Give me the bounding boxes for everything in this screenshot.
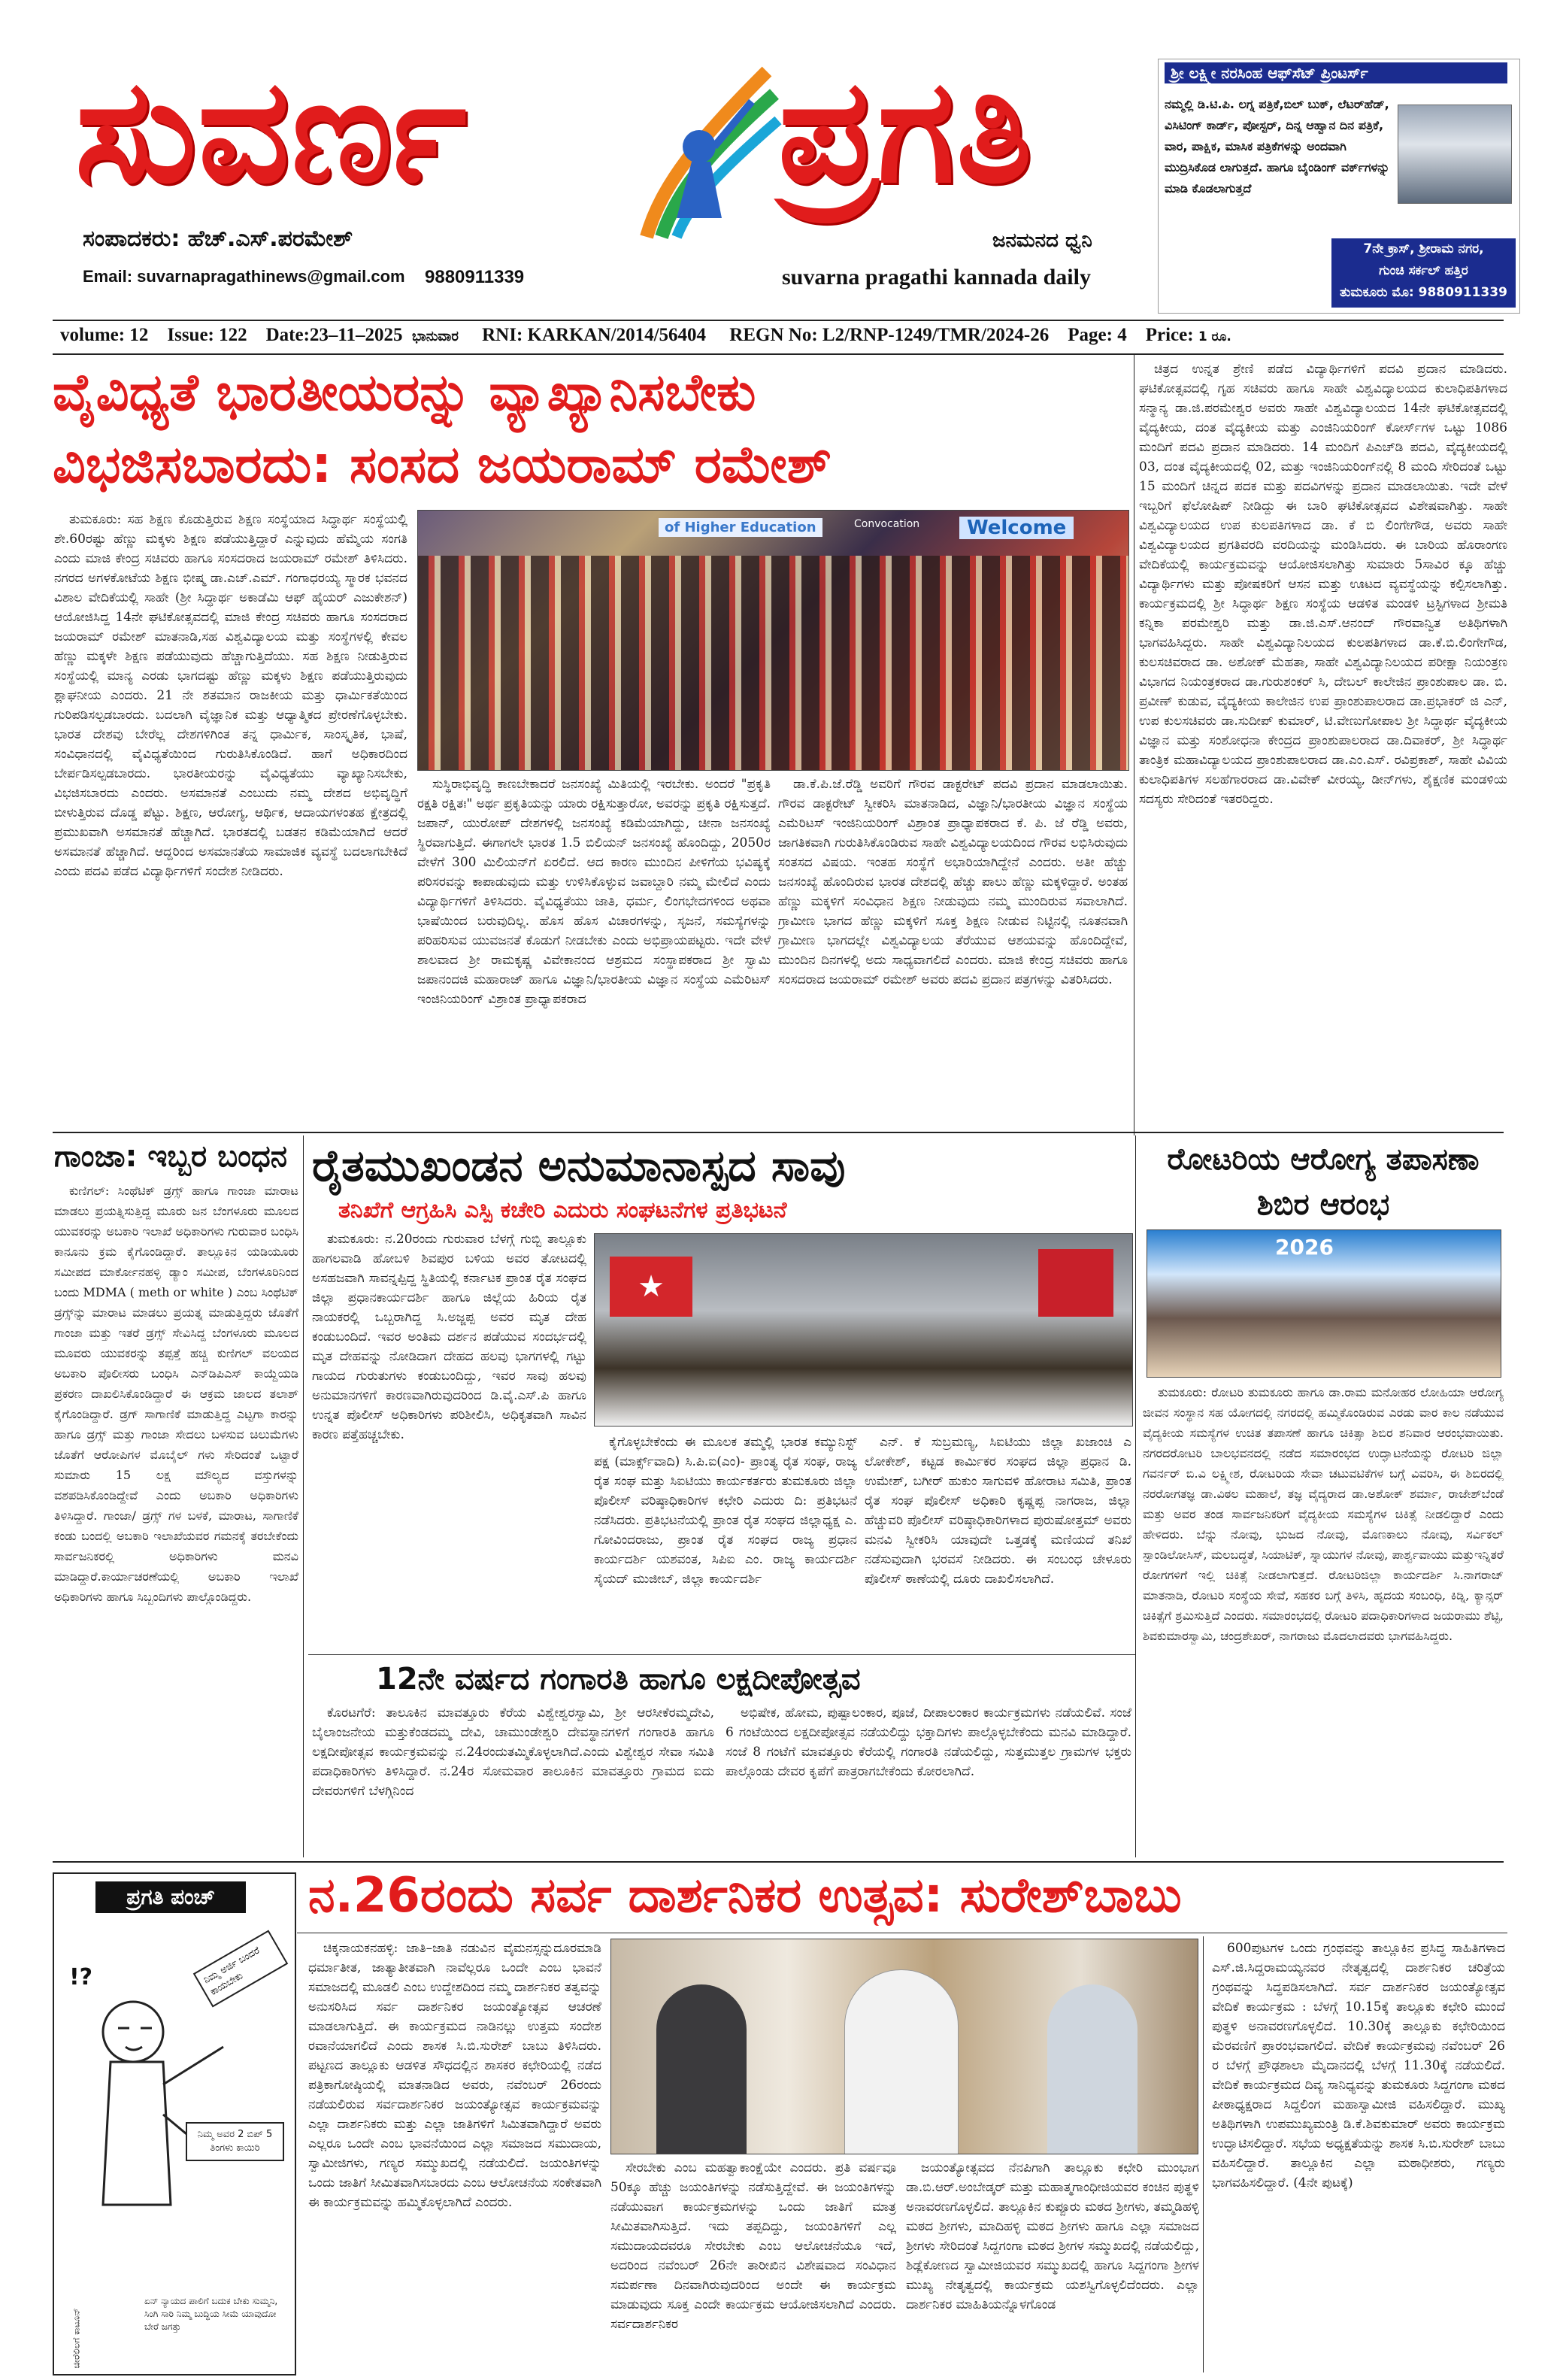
lead-col-1-text: ತುಮಕೂರು: ಸಹ ಶಿಕ್ಷಣ ಕೊಡುತ್ತಿರುವ ಶಿಕ್ಷಣ ಸಂಸ್ಥೆಯಾದ ಸಿದ್ಧಾರ್ಥ ಸಂಸ್ಥೆಯಲ್ಲಿ ಶೇ.60ರಷ್ಟು ಹೆಣ್ಣು ಮಕ್ಕಳು ಶಿಕ್ಷಣ ಪಡೆಯುತ್ತಿದ್ದಾರೆ ಎನ್ನುವುದು ಹೆಮ್ಮೆಯ ಸಂಗತಿ ಎಂದು ಮಾಜಿ ಕೇಂದ್ರ ಸಚಿವರು ಹಾಗೂ ಸಂಸದರಾದ ಜಯರಾಮ್ ರಮೇಶ್ ತಿಳಿಸಿದರು. ನಗರದ ಅಗಳಕೋಟೆಯ ಶಿಕ್ಷಣ ಭೀಷ್ಮ ಡಾ.ಎಚ್.ಎಮ್. ಗಂಗಾಧರಯ್ಯ ಸ್ಮಾರಕ ಭವನದ ವಿಶಾಲ ವೇದಿಕೆಯಲ್ಲಿ ಸಾಹೇ (ಶ್ರೀ ಸಿದ್ಧಾರ್ಥ ಅಕಾಡೆಮಿ ಆಫ್ ಹೈಯರ್ ಎಜುಕೇಶನ್) ಆಯೋಜಿಸಿದ್ದ 14ನೇ ಘಟಿಕೋತ್ಸವದಲ್ಲಿ ಮಾಜಿ ಕೇಂದ್ರ ಸಚಿವರು ಹಾಗೂ ಸಂಸದರಾದ ಜಯರಾಮ್ ರಮೇಶ್ ಮಾತನಾಡಿ,ಸಹ ವಿಶ್ವವಿದ್ಯಾಲಯ ಮತ್ತು ಸಂಸ್ಥೆಗಳಲ್ಲಿ ಕೇವಲ ಹೆಣ್ಣು ಮಕ್ಕಳೇ ಶಿಕ್ಷಣ ಪಡೆಯುವುದು ಹೆಚ್ಚಾಗುತ್ತಿದೆಯು. ಸಹ ಶಿಕ್ಷಣ ನೀಡುತ್ತಿರುವ ಸಂಸ್ಥೆಯಲ್ಲಿ ಮಾನ್ಯ ಎರಡು ಭಾಗದಷ್ಟು ಹೆಣ್ಣು ಮಕ್ಕಳು ಶಿಕ್ಷಣ ಪಡೆಯುತ್ತಿರುವುದು ಶ್ಲಾಘನೀಯ ಎಂದರು. 21 ನೇ ಶತಮಾನ ರಾಜಕೀಯ ಮತ್ತು ಧಾರ್ಮಿಕತೆಯಿಂದ ಗುರಿಪಡಿಸಲ್ಪಡಬಾರದು. ಬದಲಾಗಿ ವೈಜ್ಞಾನಿಕ ಮತ್ತು ಆಧ್ಯಾತ್ಮಿಕದ ಪ್ರೇರಣೆಗೊಳ್ಳಬೇಕು. ಭಾರತ ದೇಶವು ಬೇರೆಲ್ಲ ದೇಶಗಳಿಗಿಂತ ತನ್ನ ಧಾರ್ಮಿಕ, ಸಾಂಸ್ಕೃತಿಕ, ಭಾಷೆ, ಸಂವಿಧಾನದಲ್ಲಿ ವೈವಿಧ್ಯತೆಯಿಂದ ಗುರುತಿಸಿಕೊಂಡಿದೆ. ಹಾಗೆ ಅಧಿಕಾರದಿಂದ ಬೇರ್ಪಡಿಸಲ್ಪಡಬಾರದು. ಭಾರತೀಯರನ್ನು ವೈವಿಧ್ಯತೆಯು ವ್ಯಾಖ್ಯಾನಿಸಬೇಕು, ವಿಭಜಿಸಬಾರದು ಎಂದರು. ಅಸಮಾನತೆ ಎಂಬುದು ನಮ್ಮ ದೇಶದ ಅಭಿವೃದ್ಧಿಗೆ ಬೀಳುತ್ತಿರುವ ದೊಡ್ಡ ಪೆಟ್ಟು. ಶಿಕ್ಷಣ, ಆರೋಗ್ಯ, ಆರ್ಥಿಕ, ಆದಾಯಗಳಂತಹ ಕ್ಷೇತ್ರದಲ್ಲಿ ಪ್ರಮುಖವಾಗಿ ಅಸಮಾನತೆ ಹೆಚ್ಚಾಗಿದೆ. ಭಾರತದಲ್ಲಿ ಬಡತನ ಕಡಿಮೆಯಾಗಿದೆ ಆದರೆ ಅಸಮಾನತೆ ಹೆಚ್ಚಾಗಿದೆ. ಆದ್ದರಿಂದ ಅಸಮಾನತೆಯ ಸಾಮಾಜಿಕ ವ್ಯವಸ್ಥೆ ಬದಲಾಗಬೇಕಿದೆ ಎಂದು ಪದವಿ ಪಡೆದ ವಿದ್ಯಾರ್ಥಿಗಳಿಗೆ ಸಂದೇಶ ನೀಡಿದರು. xyxy=(54,512,407,879)
lead-col-4 xyxy=(1139,359,1507,1126)
rotary-photo xyxy=(1147,1229,1501,1378)
day: ಭಾನುವಾರ xyxy=(412,329,459,344)
convocation-photo xyxy=(417,510,1129,771)
editor-line: ಸಂಪಾದಕರು: ಹೆಚ್.ಎಸ್.ಪರಮೇಶ್ xyxy=(83,226,353,252)
masthead-title-right: ಪ್ರಗತಿ xyxy=(778,48,1034,214)
photo-banner-3: Welcome xyxy=(959,517,1074,539)
ganja-body-text: ಕುಣಿಗಲ್: ಸಿಂಥೆಟಿಕ್ ಡ್ರಗ್ಸ್ ಹಾಗೂ ಗಾಂಜಾ ಮಾರಾಟ ಮಾಡಲು ಪ್ರಯತ್ನಿಸುತ್ತಿದ್ದ ಮೂರು ಜನ ಬೆಂಗಳೂರು ಮೂಲದ ಯುವಕರನ್ನು ಅಬಕಾರಿ ಇಲಾಖೆ ಅಧಿಕಾರಿಗಳು ಗುರುವಾರ ಬಂಧಿಸಿ ಕಾನೂನು ಕ್ರಮ ಕೈಗೊಂಡಿದ್ದಾರೆ. ತಾಲ್ಲೂಕಿನ ಯಡಿಯೂರು ಸಮೀಪದ ಮಾರ್ಕೋನಹಳ್ಳಿ ಡ್ಯಾಂ ಸಮೀಪ, ಬೆಂಗಳೂರಿನಿಂದ ಬಂದು MDMA ( meth or white ) ಎಂಬ ಸಿಂಥೆಟಿಕ್ ಡ್ರಗ್ಸ್‌ನ್ನು ಮಾರಾಟ ಮಾಡಲು ಪ್ರಯತ್ನ ಮಾಡುತ್ತಿದ್ದರು ಜೊತೆಗೆ ಗಾಂಜಾ ಮತ್ತು ಇತರೆ ಡ್ರಗ್ಸ್ ಸೇವಿಸಿದ್ದ ಬೆಂಗಳೂರು ಮೂಲದ ಮೂವರು ಯುವಕರನ್ನು ತಪ್ಪತ್ತೆ ಹಚ್ಚಿ ಕುಣಿಗಲ್ ವಲಯದ ಅಬಕಾರಿ ಪೊಲೀಸರು ಬಂಧಿಸಿ ಎನ್‌ಡಿಪಿಎಸ್ ಕಾಯ್ದೆಯಡಿ ಪ್ರಕರಣ ದಾಖಲಿಸಿಕೊಂಡಿದ್ದಾರೆ ಈ ಆಕ್ರಮ ಜಾಲದ ತಲಾಶ್ ಕೈಗೊಂಡಿದ್ದಾರೆ. ಡ್ರಗ್ ಸಾಗಾಣಿಕೆ ಮಾಡುತ್ತಿದ್ದ ಎಟ್ಟಗಾ ಕಾರನ್ನು ಹಾಗೂ ಡ್ರಗ್ಸ್ ಮತ್ತು ಗಾಂಜಾ ಸೇದಲು ಬಳಸುವ ಚಿಲುಮೆಗಳು ಜೊತೆಗೆ ಆರೋಪಿಗಳ ಮೊಬೈಲ್ ಗಳು ಸೇರಿದಂತೆ ಒಟ್ಟಾರೆ ಸುಮಾರು 15 ಲಕ್ಷ ಮೌಲ್ಯದ ವಸ್ತುಗಳನ್ನು ವಶಪಡಿಸಿಕೊಂಡಿದ್ದೇವೆ ಎಂದು ಅಬಕಾರಿ ಅಧಿಕಾರಿಗಳು ತಿಳಿಸಿದ್ದಾರೆ. ಗಾಂಜಾ/ ಡ್ರಗ್ಸ್ ಗಳ ಬಳಕೆ, ಮಾರಾಟ, ಸಾಗಾಣಿಕೆ ಕಂಡು ಬಂದಲ್ಲಿ ಅಬಕಾರಿ ಇಲಾಖೆಯವರ ಗಮನಕ್ಕೆ ತರಬೇಕೆಂದು ಸಾರ್ವಜನಿಕರಲ್ಲಿ ಅಧಿಕಾರಿಗಳು ಮನವಿ ಮಾಡಿದ್ದಾರೆ.ಕಾರ್ಯಾಚರಣೆಯಲ್ಲಿ ಅಬಕಾರಿ ಇಲಾಖೆ ಅಧಿಕಾರಿಗಳು ಹಾಗೂ ಸಿಬ್ಬಂದಿಗಳು ಪಾಲ್ಗೊಂಡಿದ್ದರು. xyxy=(54,1184,298,1604)
ad-phone: ತುಮಕೂರು ಮೊ: 9880911339 xyxy=(1340,285,1507,300)
utsav-col-3 xyxy=(906,2158,1199,2372)
cartoon-caption: ಏನ್ ನ್ಯಾಯದ ಪಾಲಿಗೆ ಬದುಕ ಬೇಕು ಸುಮ್ಮನಿ, ಸಿಂಗಿ ಸಾರಿ ನಿಮ್ಮ ಬುದ್ಧಿಯ ಸೀಮೆ ಯಾವುದೋ ಬೇರೆ ಜಗತ್ತು xyxy=(144,2296,278,2332)
gangarathi-col-1 xyxy=(312,1703,714,1857)
regn: REGN No: L2/RNP-1249/TMR/2024-26 xyxy=(729,325,1050,345)
lead-col-3-text: ಡಾ.ಕೆ.ಪಿ.ಜೆ.ರೆಡ್ಡಿ ಅವರಿಗೆ ಗೌರವ ಡಾಕ್ಟರೇಟ್ ಪದವಿ ಪ್ರದಾನ ಮಾಡಲಾಯಿತು. ಗೌರವ ಡಾಕ್ಟರೇಟ್ ಸ್ವೀಕರಿಸಿ ಮಾತನಾಡಿದ, ವಿಜ್ಞಾನಿ/ಭಾರತೀಯ ವಿಜ್ಞಾನ ಸಂಸ್ಥೆಯ ಎಮೆರಿಟಸ್ ಇಂಜಿನಿಯರಿಂಗ್ ವಿಶ್ರಾಂತ ಪ್ರಾಧ್ಯಾಪಕರಾದ ಕೆ. ಪಿ. ಜೆ ರೆಡ್ಡಿ ಅವರು, ಜಾಗತಿಕವಾಗಿ ಗುರುತಿಸಿಕೊಂಡಿರುವ ಸಾಹೇ ವಿಶ್ವವಿದ್ಯಾಲಯದಿಂದ ಗೌರವ ಲಭಿಸಿರುವುದು ಸಂತಸದ ವಿಷಯ. ಇಂತಹ ಸಂಸ್ಥೆಗೆ ಅಭಾರಿಯಾಗಿದ್ದೇನೆ ಎಂದರು. ಅತೀ ಹೆಚ್ಚು ಜನಸಂಖ್ಯೆ ಹೊಂದಿರುವ ಭಾರತ ದೇಶದಲ್ಲಿ ಹೆಚ್ಚು ಪಾಲು ಹೆಣ್ಣು ಮಕ್ಕಳಿದ್ದಾರೆ. ಅಂತಹ ಹೆಣ್ಣು ಮಕ್ಕಳಿಗೆ ಸಂವಿಧಾನ ಶಿಕ್ಷಣ ನೀಡುವುದು ನಮ್ಮ ಮುಂದಿರುವ ಸವಾಲಾಗಿದೆ. ಗ್ರಾಮೀಣ ಭಾಗದ ಹೆಣ್ಣು ಮಕ್ಕಳಿಗೆ ಸೂಕ್ತ ಶಿಕ್ಷಣ ನೀಡುವ ನಿಟ್ಟಿನಲ್ಲಿ ನೂತನವಾಗಿ ಗ್ರಾಮೀಣ ಭಾಗದಲ್ಲೇ ವಿಶ್ವವಿದ್ಯಾಲಯ ತೆರೆಯುವ ಆಶಯವನ್ನು ಹೊಂದಿದ್ದೇವೆ, ಮುಂದಿನ ದಿನಗಳಲ್ಲಿ ಅದು ಸಾಧ್ಯವಾಗಲಿದೆ ಎಂದರು. ಮಾಜಿ ಕೇಂದ್ರ ಸಚಿವರು ಹಾಗೂ ಸಂಸದರಾದ ಜಯರಾಮ್ ರಮೇಶ್ ಅವರು ಪದವಿ ಪ್ರದಾನ ಪತ್ರಗಳನ್ನು ವಿತರಿಸಿದರು. xyxy=(778,777,1128,987)
rotary-body xyxy=(1143,1382,1504,1856)
farmer-col-3 xyxy=(865,1433,1131,1651)
flag-icon: ★ xyxy=(610,1257,692,1317)
info-bar xyxy=(60,325,1504,352)
lead-col-2-text: ಸುಸ್ಥಿರಾಭಿವೃದ್ಧಿ ಕಾಣಬೇಕಾದರೆ ಜನಸಂಖ್ಯೆ ಮಿತಿಯಲ್ಲಿ ಇರಬೇಕು. ಅಂದರೆ "ಪ್ರಕೃತಿ ರಕ್ಷತಿ ರಕ್ಷಿತಃ" ಅರ್ಥ ಪ್ರಕೃತಿಯನ್ನು ಯಾರು ರಕ್ಷಿಸುತ್ತಾರೋ, ಅವರನ್ನು ಪ್ರಕೃತಿ ರಕ್ಷಿಸುತ್ತದೆ. ಜಪಾನ್, ಯುರೋಪ್ ದೇಶಗಳಲ್ಲಿ ಜನಸಂಖ್ಯೆ ಕಡಿಮೆಯಾಗಿದ್ದು, ಚೀನಾ ಜನಸಂಖ್ಯೆ ಸ್ಥಿರವಾಗುತ್ತಿದೆ. ಈಗಾಗಲೇ ಭಾರತ 1.5 ಬಿಲಿಯನ್ ಜನಸಂಖ್ಯೆ ಹೊಂದಿದ್ದು, 2050ರ ವೇಳೆಗೆ 300 ಮಿಲಿಯನ್‌ಗೆ ಏರಲಿದೆ. ಆದ ಕಾರಣ ಮುಂದಿನ ಪೀಳಿಗೆಯ ಭವಿಷ್ಯಕ್ಕೆ ಪರಿಸರವನ್ನು ಕಾಪಾಡುವುದು ಮತ್ತು ಉಳಿಸಿಕೊಳ್ಳುವ ಜವಾಬ್ದಾರಿ ನಮ್ಮ ಮೇಲಿದೆ ಎಂದು ವಿದ್ಯಾರ್ಥಿಗಳಿಗೆ ತಿಳಿಸಿದರು. ವೈವಿಧ್ಯತೆಯು ಜಾತಿ, ಧರ್ಮ, ಲಿಂಗಭೇದಗಳಿಂದ ಅಥವಾ ಭಾಷೆಯಿಂದ ಬರುವುದಿಲ್ಲ. ಹೊಸ ಹೊಸ ವಿಚಾರಗಳನ್ನು, ಸೃಜನೆ, ಸಮಸ್ಯೆಗಳನ್ನು ಪರಿಹರಿಸುವ ಯುವಜನತೆ ಕೊಡುಗೆ ನೀಡಬೇಕು ಎಂದು ಅಭಿಪ್ರಾಯಪಟ್ಟರು. ಇದೇ ವೇಳೆ ಶಾಲವಾದ ಶ್ರೀ ರಾಮಕೃಷ್ಣ ವಿವೇಕಾನಂದ ಆಶ್ರಮದ ಸಂಸ್ಥಾಪಕರಾದ ಶ್ರೀ ಸ್ವಾಮಿ ಜಪಾನಂದಜಿ ಮಹಾರಾಜ್ ಹಾಗೂ ವಿಜ್ಞಾನಿ/ಭಾರತೀಯ ವಿಜ್ಞಾನ ಸಂಸ್ಥೆಯ ಎಮೆರಿಟಸ್ ಇಂಜಿನಿಯರಿಂಗ್ ವಿಶ್ರಾಂತ ಪ್ರಾಧ್ಯಾಪಕರಾದ xyxy=(417,777,771,1007)
protest-photo xyxy=(594,1233,1133,1426)
lead-col-2 xyxy=(417,775,771,1128)
price: Price: xyxy=(1145,325,1194,345)
person-1 xyxy=(656,1984,747,2154)
person-3 xyxy=(1047,1984,1137,2154)
ad-address xyxy=(1331,238,1516,308)
utsav-col-3-text: ಜಯಂತ್ಯೋತ್ಸವದ ನೆನಪಿಗಾಗಿ ತಾಲ್ಲೂಕು ಕಛೇರಿ ಮುಂಭಾಗ ಡಾ.ಬಿ.ಆರ್.ಅಂಬೇಡ್ಕರ್ ಮತ್ತು ಮಹಾತ್ಮಗಾಂಧೀಜಿಯವರ ಕಂಚಿನ ಪುತ್ಥಳಿ ಅನಾವರಣಗೊಳ್ಳಲಿದೆ. ತಾಲ್ಲೂಕಿನ ಕುಪ್ಪೂರು ಮಠದ ಶ್ರೀಗಳು, ತಮ್ಮಡಿಹಳ್ಳಿ ಮಠದ ಶ್ರೀಗಳು, ಮಾದಿಹಳ್ಳಿ ಮಠದ ಶ್ರೀಗಳು ಹಾಗೂ ಎಲ್ಲಾ ಸಮಾಜದ ಶ್ರೀಗಳು ಸೇರಿದಂತೆ ಸಿದ್ದಗಂಗಾ ಮಠದ ಶ್ರೀಗಳ ಸಮ್ಮುಖದಲ್ಲಿ ನಡೆಯಲಿದ್ದು, ಶಿಡ್ಲೆಕೋಣದ ಸ್ವಾಮೀಜಿಯವರ ಸಮ್ಮುಖದಲ್ಲಿ ಹಾಗೂ ಸಿದ್ದಗಂಗಾ ಶ್ರೀಗಳ ಮುಖ್ಯ ನೇತೃತ್ವದಲ್ಲಿ ಕಾರ್ಯಕ್ರಮ ಯಶಸ್ವಿಗೊಳ್ಳಲಿದೆಂದರು. ಎಲ್ಲಾ ದಾರ್ಶನಿಕರ ಮಾಹಿತಿಯನ್ನೊಳಗೊಂಡ xyxy=(906,2160,1199,2312)
phone-line: 9880911339 xyxy=(425,267,525,287)
utsav-col-4 xyxy=(1212,1939,1505,2371)
farmer-headline: ರೈತಮುಖಂಡನ ಅನುಮಾನಾಸ್ಪದ ಸಾವು xyxy=(312,1140,846,1191)
utsav-headline: ನ.26ರಂದು ಸರ್ವ ದಾರ್ಶನಿಕರ ಉತ್ಸವ: ಸುರೇಶ್‌ಬಾಬು xyxy=(308,1868,1182,1924)
ad-body: ನಮ್ಮಲ್ಲಿ ಡಿ.ಟಿ.ಪಿ. ಲಗ್ನ ಪತ್ರಿಕೆ,ಬಿಲ್ ಬುಕ್, ಲೆಟರ್‌ಹೆಡ್, ವಿಸಿಟಿಂಗ್ ಕಾರ್ಡ್, ಪೋಸ್ಟರ್, ದಿನ್ನ ಆಹ್ವಾನ ದಿನ ಪತ್ರಿಕೆ, ವಾರ, ಪಾಕ್ಷಿಕ, ಮಾಸಿಕ ಪತ್ರಿಕೆಗಳನ್ನು ಅಂದವಾಗಿ ಮುದ್ರಿಸಿಕೊಡ ಲಾಗುತ್ತದೆ. ಹಾಗೂ ಬೈಂಡಿಂಗ್ ವರ್ಕ್‌ಗಳನ್ನು ಮಾಡಿ ಕೊಡಲಾಗುತ್ತದೆ xyxy=(1165,97,1390,196)
issue: Issue: 122 xyxy=(167,325,247,345)
person-2 xyxy=(844,1969,959,2154)
volume: volume: 12 xyxy=(60,325,149,345)
utsav-col-4-text: 600ಪುಟಗಳ ಒಂದು ಗ್ರಂಥವನ್ನು ತಾಲ್ಲೂಕಿನ ಪ್ರಸಿದ್ಧ ಸಾಹಿತಿಗಳಾದ ಎಸ್.ಜಿ.ಸಿದ್ದರಾಮಯ್ಯನವರ ನೇತೃತ್ವದಲ್ಲಿ ದಾರ್ಶನಿಕರ ಚರಿತ್ರೆಯ ಗ್ರಂಥವನ್ನು ಸಿದ್ಧಪಡಿಸಲಾಗಿದೆ. ಸರ್ವ ದಾರ್ಶನಿಕರ ಜಯಂತ್ಯೋತ್ಸವ ವೇದಿಕೆ ಕಾರ್ಯಕ್ರಮ : ಬೆಳಗ್ಗೆ 10.15ಕ್ಕೆ ತಾಲ್ಲೂಕು ಕಛೇರಿ ಮುಂದೆ ಪುತ್ಥಳಿ ಅನಾವರಣಗೊಳ್ಳಲಿದೆ. 10.30ಕ್ಕೆ ತಾಲ್ಲೂಕು ಕಛೇರಿಯಿಂದ ಮೆರವಣಿಗೆ ಪ್ರಾರಂಭವಾಗಲಿದೆ. ವೇದಿಕೆ ಕಾರ್ಯಕ್ರಮವು ನವೆಂಬರ್ 26 ರ ಬೆಳಗ್ಗೆ ಪ್ರೌಢಶಾಲಾ ಮೈದಾನದಲ್ಲಿ ಬೆಳಗ್ಗೆ 11.30ಕ್ಕೆ ನಡೆಯಲಿದೆ. ವೇದಿಕೆ ಕಾರ್ಯಕ್ರಮದ ದಿವ್ಯ ಸಾನಿಧ್ಯವನ್ನು ತುಮಕೂರು ಸಿದ್ದಗಂಗಾ ಮಠದ ಪೀಠಾಧ್ಯಕ್ಷರಾದ ಸಿದ್ದಲಿಂಗ ಮಹಾಸ್ವಾಮೀಜಿ ವಹಿಸಲಿದ್ದಾರೆ. ಮುಖ್ಯ ಅತಿಥಿಗಳಾಗಿ ಉಪಮುಖ್ಯಮಂತ್ರಿ ಡಿ.ಕೆ.ಶಿವಕುಮಾರ್ ಅವರು ಕಾರ್ಯಕ್ರಮ ಉದ್ಘಾಟಿಸಲಿದ್ದಾರೆ. ಸಭೆಯ ಅಧ್ಯಕ್ಷತೆಯನ್ನು ಶಾಸಕ ಸಿ.ಬಿ.ಸುರೇಶ್ ಬಾಬು ವಹಿಸಲಿದ್ದಾರೆ. ತಾಲ್ಲೂಕಿನ ಎಲ್ಲಾ ಮಠಾಧೀಶರು, ಗಣ್ಯರು ಭಾಗವಹಿಸಲಿದ್ದಾರೆ. (4ನೇ ಪುಟಕ್ಕೆ) xyxy=(1212,1941,1505,2191)
lead-col-4-text: ಚಿತ್ರದ ಉನ್ನತ ಶ್ರೇಣಿ ಪಡೆದ ವಿದ್ಯಾರ್ಥಿಗಳಿಗೆ ಪದವಿ ಪ್ರದಾನ ಮಾಡಿದರು. ಘಟಿಕೋತ್ಸವದಲ್ಲಿ ಗೃಹ ಸಚಿವರು ಹಾಗೂ ಸಾಹೇ ವಿಶ್ವವಿದ್ಯಾಲಯದ ಕುಲಾಧಿಪತಿಗಳಾದ ಸನ್ಮಾನ್ಯ ಡಾ.ಜಿ.ಪರಮೇಶ್ವರ ಅವರು ಸಾಹೇ ವಿಶ್ವವಿದ್ಯಾಲಯದ 14ನೇ ಘಟಿಕೋತ್ಸವದಲ್ಲಿ ವೈದ್ಯಕೀಯ, ದಂತ ವೈದ್ಯಕೀಯ ಮತ್ತು ಎಂಜಿನಿಯರಿಂಗ್ ಕೋರ್ಸ್‌ಗಳ ಒಟ್ಟು 1086 ಮಂದಿಗೆ ಪದವಿ ಪ್ರದಾನ ಮಾಡಿದರು. 14 ಮಂದಿಗೆ ಪಿಎಚ್‌ಡಿ ಪದವಿ, ವೈದ್ಯಕೀಯದಲ್ಲಿ 03, ದಂತ ವೈದ್ಯಕೀಯದಲ್ಲಿ 02, ಮತ್ತು ಇಂಜಿನಿಯರಿಂಗ್‌ನಲ್ಲಿ 8 ಮಂದಿ ಸೇರಿದಂತೆ ಒಟ್ಟು 15 ಮಂದಿಗೆ ಚಿನ್ನದ ಪದಕ ಮತ್ತು ಪದವಿಗಳನ್ನು ಪ್ರದಾನ ಮಾಡಲಾಯಿತು. ಇದೇ ವೇಳೆ ಇಬ್ಬರಿಗೆ ಫೆಲೋಷಿಪ್ ನೀಡಿದ್ದು ಈ ಬಾರಿ ಘಟಿಕೋತ್ಸವದ ವಿಶೇಷವಾಗಿತ್ತು. ಸಾಹೇ ವಿಶ್ವವಿದ್ಯಾಲಯದ ಉಪ ಕುಲಪತಿಗಳಾದ ಡಾ. ಕೆ ಬಿ ಲಿಂಗೇಗೌಡ, ಅವರು ಸಾಹೇ ವಿಶ್ವವಿದ್ಯಾಲಯದ ಪ್ರಗತಿವರದಿ ವರದಿಯನ್ನು ಮಂಡಿಸಿದರು. ಈ ಬಾರಿಯ ಹೊರಾಂಗಣ ವೇದಿಕೆಯಲ್ಲಿ ಕಾರ್ಯಕ್ರಮವನ್ನು ಆಯೋಜಿಸಲಾಗಿತ್ತು ಸುಮಾರು 5ಸಾವಿರ ಕ್ಕೂ ಹೆಚ್ಚು ವಿದ್ಯಾರ್ಥಿಗಳು ಮತ್ತು ಪೋಷಕರಿಗೆ ಆಸನ ಮತ್ತು ಊಟದ ವ್ಯವಸ್ಥೆಯನ್ನು ಕಲ್ಪಿಸಲಾಗಿತ್ತು. ಕಾರ್ಯಕ್ರಮದಲ್ಲಿ ಶ್ರೀ ಸಿದ್ಧಾರ್ಥ ಶಿಕ್ಷಣ ಸಂಸ್ಥೆಯ ಆಡಳಿತ ಮಂಡಳಿ ಟ್ರಸ್ಟಿಗಳಾದ ಶ್ರೀಮತಿ ಕನ್ನಿಕಾ ಪರಮೇಶ್ವರಿ ಮತ್ತು ಡಾ.ಜಿ.ಎಸ್.ಆನಂದ್ ಗೌರವಾನ್ವಿತ ಅತಿಥಿಗಳಾಗಿ ಭಾಗವಹಿಸಿದ್ದರು. ಸಾಹೇ ವಿಶ್ವವಿದ್ಯಾನಿಲಯದ ಕುಲಪತಿಗಳಾದ ಡಾ.ಕೆ.ಬಿ.ಲಿಂಗೇಗೌಡ, ಕುಲಸಚಿವರಾದ ಡಾ. ಅಶೋಕ್ ಮೆಹತಾ, ಸಾಹೇ ವಿಶ್ವವಿದ್ಯಾನಿಲಯದ ಪರೀಕ್ಷಾ ನಿಯಂತ್ರಣ ವಿಭಾಗದ ನಿಯಂತ್ರಕರಾದ ಡಾ.ಗುರುಶಂಕರ್ ಸಿ, ದೇಬಲ್ ಕಾಲೇಜಿನ ಪ್ರಾಂಶುಪಾಲ ಡಾ. ಬಿ. ಪ್ರವೀಣ್ ಕುಡುವ, ವೈದ್ಯಕೀಯ ಕಾಲೇಜಿನ ಉಪ ಪ್ರಾಂಶುಪಾಲರಾದ ಡಾ.ಪ್ರಭಾಕರ್ ಜಿ ಎನ್, ಉಪ ಕುಲಸಚಿವರು ಡಾ.ಸುದೀಪ್ ಕುಮಾರ್, ಟಿ.ವೇಣುಗೋಪಾಲ ಶ್ರೀ ಸಿದ್ಧಾರ್ಥ ವೈದ್ಯಕೀಯ ವಿಜ್ಞಾನ ಮತ್ತು ಸಂಶೋಧನಾ ಕೇಂದ್ರದ ಪ್ರಾಂಶುಪಾಲರಾದ ಡಾ.ದಿವಾಕರ್, ಶ್ರೀ ಸಿದ್ಧಾರ್ಥ ತಾಂತ್ರಿಕ ಮಹಾವಿದ್ಯಾಲಯದ ಪ್ರಾಂಶುಪಾಲರಾದ ಡಾ.ಎಂ.ಎಸ್. ರವಿಪ್ರಕಾಶ್, ಸಾಹೇ ವಿವಿಯ ಕುಲಾಧಿಪತಿಗಳ ಸಲಹೆಗಾರರಾದ ಡಾ.ವಿವೇಕ್ ವೀರಯ್ಯ, ಡೀನ್‌ಗಳು, ಶೈಕ್ಷಣಿಕ ಮಂಡಳಿಯ ಸದಸ್ಯರು ಸೇರಿದಂತೆ ಇತರರಿದ್ದರು. xyxy=(1139,362,1507,807)
press-meet-photo xyxy=(610,1939,1198,2154)
cartoon-title: ಪ್ರಗತಿ ಪಂಚ್ xyxy=(95,1881,246,1913)
ad-box xyxy=(1158,59,1520,314)
cartoon-placard: ನಿಮ್ಮ ಅರ್ಜಿ ಬಂದರೆ ಕಾಯಬೇಕು xyxy=(193,1930,288,2007)
utsav-col-1 xyxy=(308,1939,601,2371)
gangarathi-col-1-text: ಕೊರಟಗೆರೆ: ತಾಲೂಕಿನ ಮಾವತ್ತೂರು ಕೆರೆಯ ವಿಶ್ವೇಶ್ವರಸ್ವಾಮಿ, ಶ್ರೀ ಆರಸೀಕೆರಮ್ಮದೇವಿ, ಬೈಲಾಂಜನೇಯ ಮತ್ತುಕೆಂಡದಮ್ಮ ದೇವಿ, ಚಾಮುಂಡೇಶ್ವರಿ ದೇವಸ್ಥಾನಗಳಿಗೆ ಗಂಗಾರತಿ ಹಾಗೂ ಲಕ್ಷದೀಪೋತ್ಸವ ಕಾರ್ಯಕ್ರಮವನ್ನು ನ.24ರಂದುತಮ್ಮಿಕೊಳ್ಳಲಾಗಿದೆ.ಎಂದು ವಿಶ್ವೇಶ್ವರ ಸೇವಾ ಸಮಿತಿ ಪದಾಧಿಕಾರಿಗಳು ತಿಳಿಸಿದ್ದಾರೆ. ನ.24ರ ಸೋಮವಾರ ತಾಲೂಕಿನ ಮಾವತ್ತೂರು ಗ್ರಾಮದ ಐದು ದೇವರುಗಳಿಗೆ ಬೆಳಗ್ಗಿನಿಂದ xyxy=(312,1705,714,1799)
farmer-col-2 xyxy=(594,1433,857,1651)
ad-address-line2: ಗುಂಚಿ ಸರ್ಕಲ್ ಹತ್ತಿರ xyxy=(1379,263,1468,278)
lead-col-3 xyxy=(778,775,1128,1128)
rotary-banner: 2026 xyxy=(1275,1235,1334,1260)
ad-address-line1: 7ನೇ ಕ್ರಾಸ್, ಶ್ರೀರಾಮ ನಗರ, xyxy=(1363,241,1484,256)
farmer-col-3-text: ಎನ್. ಕೆ ಸುಬ್ರಮಣ್ಯ, ಸಿಐಟಿಯು ಜಿಲ್ಲಾ ಖಜಾಂಚಿ ಎ ಲೋಕೇಶ್, ಕಟ್ಟಡ ಕಾರ್ಮಿಕರ ಸಂಘದ ಜಿಲ್ಲಾ ಪ್ರಧಾನ ಡಿ. ಉಮೇಶ್, ಬಗೀರ್ ಹುಕುಂ ಸಾಗುವಳಿ ಹೋರಾಟ ಸಮಿತಿ, ಪ್ರಾಂತ ರೈತ ಸಂಘ ಪೊಲೀಸ್ ಅಧಿಕಾರಿ ಕೃಷ್ಣಪ್ಪ ನಾಗರಾಜ, ಜಿಲ್ಲಾ ಹೆಚ್ಚುವರಿ ಪೊಲೀಸ್ ವರಿಷ್ಠಾಧಿಕಾರಿಗಳಾದ ಪುರುಷೋತ್ತಮ್ ಅವರು ಮನವಿ ಸ್ವೀಕರಿಸಿ ಯಾವುದೇ ಒತ್ತಡಕ್ಕೆ ಮಣಿಯದೆ ತನಿಖೆ ನಡೆಸುವುದಾಗಿ ಭರವಸೆ ನೀಡಿದರು. ಈ ಸಂಬಂಧ ಚೇಳೂರು ಪೊಲೀಸ್ ಠಾಣೆಯಲ್ಲಿ ದೂರು ದಾಖಲಿಸಲಾಗಿದೆ. xyxy=(865,1435,1131,1587)
lead-headline-1: ವೈವಿಧ್ಯತೆ ಭಾರತೀಯರನ್ನು ವ್ಯಾಖ್ಯಾನಿಸಬೇಕು xyxy=(53,363,756,423)
gangarathi-col-2 xyxy=(726,1703,1131,1857)
photo-banner-1: of Higher Education xyxy=(659,518,822,537)
tagline-en: suvarna pragathi kannada daily xyxy=(782,265,1091,290)
crowd-rows xyxy=(418,556,1128,770)
ad-title: ಶ್ರೀ ಲಕ್ಷ್ಮೀ ನರಸಿಂಹ ಆಫ್‌ಸೆಟ್ ಪ್ರಿಂಟರ್ಸ್ xyxy=(1165,62,1507,83)
gangarathi-headline: 12ನೇ ವರ್ಷದ ಗಂಗಾರತಿ ಹಾಗೂ ಲಕ್ಷದೀಪೋತ್ಸವ xyxy=(376,1662,861,1696)
cartoon-mark: !? xyxy=(69,1964,93,1990)
flag-icon-2 xyxy=(1038,1249,1113,1317)
email-line: Email: suvarnapragathinews@gmail.com xyxy=(83,267,405,286)
cartoon-credit: ಚೀರೆಲಿಲಗೆ ಕಾಟೂನ್ xyxy=(71,2308,82,2369)
ganja-body xyxy=(54,1181,298,1857)
utsav-col-2 xyxy=(610,2158,896,2372)
cartoon-box xyxy=(53,1872,296,2375)
farmer-subhead: ತನಿಖೆಗೆ ಆಗ್ರಹಿಸಿ ಎಸ್ಪಿ ಕಚೇರಿ ಎದುರು ಸಂಘಟನೆಗಳ ಪ್ರತಿಭಟನೆ xyxy=(338,1197,787,1223)
tagline-kn: ಜನಮನದ ಧ್ವನಿ xyxy=(992,229,1092,252)
rni: RNI: KARKAN/2014/56404 xyxy=(482,325,707,345)
cartoon-board: ನಿಮ್ಮ ಅವರ 2 ಬಿಪ್ 5 ತಿಂಗಳು ಕಾಯಿರಿ xyxy=(186,2122,284,2161)
gangarathi-col-2-text: ಅಭಿಷೇಕ, ಹೋಮ, ಪುಷ್ಪಾಲಂಕಾರ, ಪೂಜೆ, ದೀಪಾಲಂಕಾರ ಕಾರ್ಯಕ್ರಮಗಳು ನಡೆಯಲಿವೆ. ಸಂಜೆ 6 ಗಂಟೆಯಿಂದ ಲಕ್ಷದೀಪೋತ್ಸವ ನಡೆಯಲಿದ್ದು ಭಕ್ತಾದಿಗಳು ಪಾಲ್ಗೊಳ್ಳಬೇಕೆಂದು ಮನವಿ ಮಾಡಿದ್ದಾರೆ. ಸಂಜೆ 8 ಗಂಟೆಗೆ ಮಾವತ್ತೂರು ಕೆರೆಯಲ್ಲಿ ಗಂಗಾರತಿ ನಡೆಯಲಿದ್ದು, ಸುತ್ತಮುತ್ತಲ ಗ್ರಾಮಗಳ ಭಕ್ತರು ಪಾಲ್ಗೊಂಡು ದೇವರ ಕೃಪೆಗೆ ಪಾತ್ರರಾಗಬೇಕೆಂದು ಕೋರಲಾಗಿದೆ. xyxy=(726,1705,1131,1779)
date: Date:23–11–2025 xyxy=(265,325,403,345)
rotary-headline: ರೋಟರಿಯ ಆರೋಗ್ಯ ತಪಾಸಣಾ ಶಿಬಿರ ಆರಂಭ xyxy=(1167,1142,1480,1222)
page-number: Page: 4 xyxy=(1068,325,1127,345)
farmer-col-2-text: ಕೈಗೊಳ್ಳಬೇಕೆಂದು ಈ ಮೂಲಕ ತಮ್ಮಲ್ಲಿ ಭಾರತ ಕಮ್ಯುನಿಸ್ಟ್ ಪಕ್ಷ (ಮಾರ್ಕ್ಸ್‌ವಾದಿ) ಸಿ.ಪಿ.ಐ(ಎಂ)- ಪ್ರಾಂತ್ಯ ರೈತ ಸಂಘ, ರಾಜ್ಯ ರೈತ ಸಂಘ ಮತ್ತು ಸಿಐಟಿಯು ಕಾರ್ಯಕರ್ತರು ತುಮಕೂರು ಜಿಲ್ಲಾ ಪೊಲೀಸ್ ವರಿಷ್ಠಾಧಿಕಾರಿಗಳ ಕಛೇರಿ ಎದುರು ದಿ: ಪ್ರತಿಭಟನೆ ನಡೆಸಿದರು. ಪ್ರತಿಭಟನೆಯಲ್ಲಿ ಪ್ರಾಂತ ರೈತ ಸಂಘದ ಜಿಲ್ಲಾಧ್ಯಕ್ಷ ಎ. ಗೋವಿಂದರಾಜು, ಪ್ರಾಂತ ರೈತ ಸಂಘದ ರಾಜ್ಯ ಪ್ರಧಾನ ಕಾರ್ಯದರ್ಶಿ ಯಶವಂತ, ಸಿಪಿಐ ಎಂ. ರಾಜ್ಯ ಕಾರ್ಯದರ್ಶಿ ಸೈಯದ್ ಮುಜೀಬ್, ಜಿಲ್ಲಾ ಕಾರ್ಯದರ್ಶಿ xyxy=(594,1435,857,1587)
utsav-col-1-text: ಚಿಕ್ಕನಾಯಕನಹಳ್ಳಿ: ಜಾತಿ–ಜಾತಿ ನಡುವಿನ ವೈಮನಸ್ಸನ್ನುದೂರಮಾಡಿ ಧರ್ಮಾತೀತ, ಜಾತ್ಯಾತೀತವಾಗಿ ನಾವೆಲ್ಲರೂ ಒಂದೇ ಎಂಬ ಭಾವನೆ ಸಮಾಜದಲ್ಲಿ ಮೂಡಲಿ ಎಂಬ ಉದ್ದೇಶದಿಂದ ನಮ್ಮ ದಾರ್ಶನಿಕರ ತತ್ವವನ್ನು ಅನುಸರಿಸಿದ ಸರ್ವ ದಾರ್ಶನಿಕರ ಜಯಂತ್ಯೋತ್ಸವ ಆಚರಣೆ ಮಾಡಲಾಗುತ್ತಿದೆ. ಈ ಕಾರ್ಯಕ್ರಮದ ನಾಡಿನಲ್ಲು ಉತ್ತಮ ಸಂದೇಶ ರವಾನೆಯಾಗಲಿದೆ ಎಂದು ಶಾಸಕ ಸಿ.ಬಿ.ಸುರೇಶ್ ಬಾಬು ತಿಳಿಸಿದರು. ಪಟ್ಟಣದ ತಾಲ್ಲೂಕು ಆಡಳಿತ ಸೌಧದಲ್ಲಿನ ಶಾಸಕರ ಕಛೇರಿಯಲ್ಲಿ ನಡೆದ ಪತ್ರಿಕಾಗೋಷ್ಠಿಯಲ್ಲಿ ಮಾತನಾಡಿದ ಅವರು, ನವೆಂಬರ್ 26ರಂದು ನಡೆಯಲಿರುವ ಸರ್ವದಾರ್ಶನಿಕರ ಜಯಂತ್ಯೋತ್ಸವ ಕಾರ್ಯಕ್ರಮವನ್ನು ಎಲ್ಲಾ ದಾರ್ಶನಿಕರು ಮತ್ತು ಎಲ್ಲಾ ಜಾತಿಗಳಿಗೆ ಸಿಮಿತವಾಗಿದ್ದಾರೆ ಅವರು ಎಲ್ಲರೂ ಒಂದೇ ಎಂಬ ಭಾವನೆಯಿಂದ ಎಲ್ಲಾ ಸಮಾಜದ ಸಮುದಾಯ, ಸ್ವಾಮೀಜಿಗಳು, ಗಣ್ಯರ ಸಮ್ಮುಖದಲ್ಲಿ ನಡೆಯಲಿದೆ. ಜಯಂತಿಗಳನ್ನು ಒಂದು ಜಾತಿಗೆ ಸೀಮಿತವಾಗಿಸಬಾರದು ಎಂಬ ಆಲೋಚನೆಯ ಸಂಕೇತವಾಗಿ ಈ ಕಾರ್ಯಕ್ರಮವನ್ನು ಹಮ್ಮಿಕೊಳ್ಳಲಾಗಿದೆ ಎಂದರು. xyxy=(308,1941,601,2210)
logo-figure-icon xyxy=(616,56,789,244)
lead-headline-2: ವಿಭಜಿಸಬಾರದು: ಸಂಸದ ಜಯರಾಮ್ ರಮೇಶ್ xyxy=(53,435,832,495)
photo-banner-2: Convocation xyxy=(854,518,920,530)
masthead-title-left: ಸುವರ್ಣ xyxy=(75,48,468,214)
rotary-body-text: ತುಮಕೂರು: ರೋಟರಿ ತುಮಕೂರು ಹಾಗೂ ಡಾ.ರಾಮ ಮನೋಹರ ಲೋಹಿಯಾ ಆರೋಗ್ಯ ಜೀವನ ಸಂಸ್ಥಾನ ಸಹ ಯೋಗದಲ್ಲಿ ನಗರದಲ್ಲಿ ಹಮ್ಮಿಕೊಂಡಿರುವ ಎರಡು ವಾರ ಕಾಲ ನಡೆಯುವ ವೈದ್ಯಕೀಯ ಸಮಸ್ಯೆಗಳ ಉಚಿತ ತಪಾಸಣೆ ಹಾಗೂ ಚಿಕಿತ್ಸಾ ಶಿಬಿರ ಶನಿವಾರ ಆರಂಭವಾಯಿತು. ನಗರದರೋಟರಿ ಬಾಲಭವನದಲ್ಲಿ ನಡೆದ ಸಮಾರಂಭದ ಉದ್ಘಾಟನೆಯನ್ನು ರೋಟರಿ ಜಿಲ್ಲಾ ಗವರ್ನರ್ ಬಿ.ವಿ ಲಕ್ಷ್ಮೀಶ, ರೋಟರಿಯ ಸೇವಾ ಚಟುವಟಿಕೆಗಳ ಬಗ್ಗೆ ವಿವರಿಸಿ, ಈ ಶಿಬಿರದಲ್ಲಿ ನರರೋಗತಜ್ಞ ಡಾ.ವಿಠಲ ಮಹಾಲೆ, ತಜ್ಞ ವೈದ್ಯರಾದ ಡಾ.ಅಶೋಕ್ ಶರ್ಮಾ, ರಾಜೇಶ್‌ಬೆಂಡೆ ಮತ್ತು ಅವರ ತಂಡ ಸಾರ್ವಜನಿಕರಿಗೆ ವೈದ್ಯಕೀಯ ಸಮಸ್ಯೆಗಳ ಚಿಕಿತ್ಸೆ ನೀಡಲಿದ್ದಾರೆ ಎಂದು ಹೇಳಿದರು. ಬೆನ್ನು ನೋವು, ಭುಜದ ನೋವು, ಮೊಣಕಾಲು ನೋವು, ಸರ್ವಿಕಲ್ ಸ್ಪಾಂಡಿಲೋಸಿಸ್, ಮಲಬದ್ಧತೆ, ಸಿಯಾಟಿಕ್, ಸ್ನಾಯುಗಳ ನೋವು, ಪಾರ್ಶ್ವವಾಯು ಮತ್ತುಇನ್ನಿತರೆ ರೋಗಗಳಿಗೆ ಇಲ್ಲಿ ಚಿಕಿತ್ಸೆ ನೀಡಲಾಗುತ್ತದೆ. ರೋಟರಿಜಿಲ್ಲಾ ಕಾರ್ಯದರ್ಶಿ ಸಿ.ನಾಗರಾಜ್ ಮಾತನಾಡಿ, ರೋಟರಿ ಸಂಸ್ಥೆಯ ಸೇವೆ, ಸಹಕರ ಬಗ್ಗೆ ತಿಳಿಸಿ, ಹೃದಯ ಸಂಬಂಧಿ, ಕಿಡ್ನಿ, ಕ್ಯಾನ್ಸರ್ ಚಿಕಿತ್ಸೆಗೆ ಶ್ರಮಿಸುತ್ತಿದೆ ಎಂದರು. ಸಮಾರಂಭದಲ್ಲಿ ರೋಟರಿ ಪದಾಧಿಕಾರಿಗಳಾದ ಜಯರಾಮು ಶೆಟ್ಟಿ, ಶಿವಕುಮಾರಸ್ವಾಮಿ, ಚಂದ್ರಶೇಖರ್, ನಾಗರಾಜು ಮೊದಲಾದವರು ಭಾಗವಹಿಸಿದ್ದರು. xyxy=(1143,1385,1504,1643)
cartoon-drawing xyxy=(73,1987,268,2212)
lead-col-1 xyxy=(54,510,407,1130)
ganja-headline: ಗಾಂಜಾ: ಇಬ್ಬರ ಬಂಧನ xyxy=(54,1139,288,1174)
farmer-col-1 xyxy=(312,1229,586,1651)
utsav-col-2-text: ಸೇರಬೇಕು ಎಂಬ ಮಹತ್ವಾಕಾಂಕ್ಷೆಯೇ ಎಂದರು. ಪ್ರತಿ ವರ್ಷವೂ 50ಕ್ಕೂ ಹೆಚ್ಚು ಜಯಂತಿಗಳನ್ನು ನಡೆಸುತ್ತಿದ್ದೇವೆ. ಈ ಜಯಂತಿಗಳನ್ನು ನಡೆಯುವಾಗ ಕಾರ್ಯಕ್ರಮಗಳನ್ನು ಒಂದು ಜಾತಿಗೆ ಮಾತ್ರ ಸೀಮಿತವಾಗಿಸುತ್ತಿದೆ. ಇದು ತಪ್ಪದಿದ್ದು, ಜಯಂತಿಗಳಿಗೆ ಎಲ್ಲ ಸಮುದಾಯದವರೂ ಸೇರಬೇಕು ಎಂಬ ಆಲೋಚನೆಯೂ ಇದೆ, ಅದರಿಂದ ನವೆಂಬರ್ 26ನೇ ತಾರೀಖಿನ ವಿಶೇಷವಾದ ಸಂವಿಧಾನ ಸಮರ್ಪಣಾ ದಿನವಾಗಿರುವುದರಿಂದ ಅಂದೇ ಈ ಕಾರ್ಯಕ್ರಮ ಮಾಡುವುದು ಸೂಕ್ತ ಎಂದೇ ಕಾರ್ಯಕ್ರಮ ಆಯೋಜಿಸಲಾಗಿದೆ ಎಂದರು. ಸರ್ವದಾರ್ಶನಿಕರ xyxy=(610,2160,896,2332)
printer-image xyxy=(1398,105,1512,204)
price-value: 1 ರೂ. xyxy=(1198,329,1231,344)
farmer-col-1-text: ತುಮಕೂರು: ನ.20ರಂದು ಗುರುವಾರ ಬೆಳಗ್ಗೆ ಗುಬ್ಬಿ ತಾಲ್ಲೂಕು ಹಾಗಲವಾಡಿ ಹೋಬಳಿ ಶಿವಪುರ ಬಳಿಯ ಅವರ ತೋಟದಲ್ಲಿ ಅಸಹಜವಾಗಿ ಸಾವನ್ನಪ್ಪಿದ್ದ ಸ್ಥಿತಿಯಲ್ಲಿ ಕರ್ನಾಟಕ ಪ್ರಾಂತ ರೈತ ಸಂಘದ ಜಿಲ್ಲಾ ಪ್ರಧಾನಕಾರ್ಯದರ್ಶಿ ಹಾಗೂ ಜಿಲ್ಲೆಯ ಹಿರಿಯ ರೈತ ನಾಯಕರಲ್ಲಿ ಒಬ್ಬರಾಗಿದ್ದ ಸಿ.ಅಜ್ಜಪ್ಪ ಅವರ ಮೃತ ದೇಹ ಕಂಡುಬಂದಿದೆ. ಇವರ ಅಂತಿಮ ದರ್ಶನ ಪಡೆಯುವ ಸಂದರ್ಭದಲ್ಲಿ ಮೃತ ದೇಹವನ್ನು ನೋಡಿದಾಗ ದೇಹದ ಹಲವು ಭಾಗಗಳಲ್ಲಿ ಗಟ್ಟು ಗಾಯದ ಗುರುತುಗಳು ಕಂಡುಬಂದಿದ್ದು, ಇವರ ಸಾವು ಹಲವು ಅನುಮಾನಗಳಿಗೆ ಕಾರಣವಾಗಿರುವುದರಿಂದ ಡಿ.ವೈ.ಎಸ್.ಪಿ ಹಾಗೂ ಉನ್ನತ ಪೊಲೀಸ್ ಅಧಿಕಾರಿಗಳು ಪರಿಶೀಲಿಸಿ, ಅಧಿಕೃತವಾಗಿ ಸಾವಿನ ಕಾರಣ ಪತ್ತೆಹಚ್ಚಬೇಕು. xyxy=(312,1232,586,1442)
